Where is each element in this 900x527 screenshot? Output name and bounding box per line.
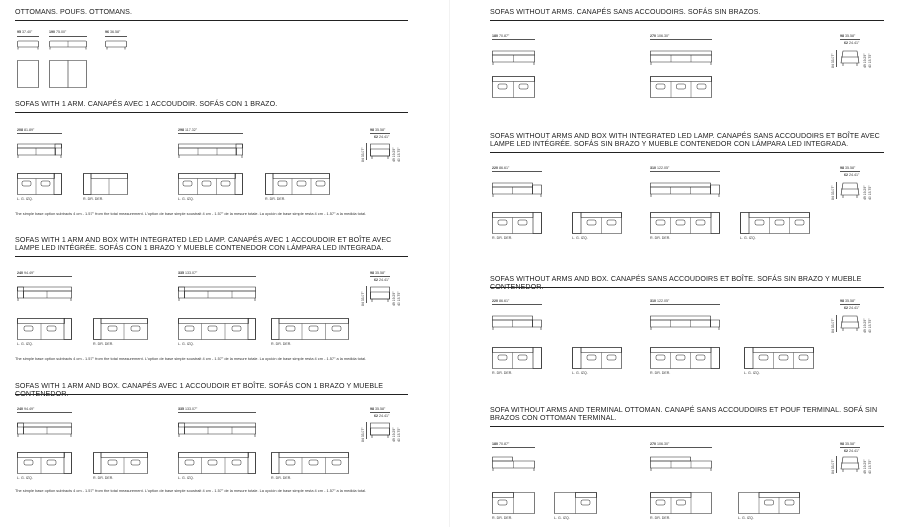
dim-line <box>492 171 542 172</box>
sofa-no-arms-box-small-front-drawing <box>492 315 542 331</box>
height-line <box>836 182 837 199</box>
section-title: SOFAS WITH 1 ARM. CANAPÉS AVEC 1 ACCOUDOIR. SOFÁS CON 1 BRAZO. <box>15 100 278 108</box>
sofa-no-arms-box-side-drawing <box>840 315 860 333</box>
height-arm: 49 19.29" <box>392 147 396 162</box>
sofa-terminal-large-front-drawing <box>650 456 712 472</box>
dim-line <box>17 276 72 277</box>
section-title: SOFAS WITH 1 ARM AND BOX WITH INTEGRATED LED LAMP. CANAPÉS AVEC 1 ACCOUDOIR ET BOÎTE AVEC LAMPE LED INTÉGRÉE. SOFÁS CON 1 BRAZO Y MUEBLE CONTENEDOR CON LÁMPARA LED INTEGRADA. <box>15 236 392 253</box>
sofa-no-arms-large-front-drawing <box>650 50 712 66</box>
section-title: SOFA WITHOUT ARMS AND TERMINAL OTTOMAN. CANAPÉ SANS ACCOUDOIRS ET POUF TERMINAL. SOFÁ SIN BRAZOS CON OTTOMAN TERMINAL. <box>490 406 878 423</box>
caption-left: L. G. IZQ. <box>738 516 754 520</box>
section-sofa-terminal-ottoman <box>490 406 884 524</box>
sofa-no-arms-small-front-drawing <box>492 50 535 66</box>
dim-ottoman-95: 95 37.40" <box>17 30 33 34</box>
dim-line <box>650 304 720 305</box>
dim-depth: 98 35.58" <box>370 271 386 275</box>
dim-line <box>650 171 720 172</box>
dim-line <box>178 412 256 413</box>
sofa-no-arms-large-top-drawing <box>650 76 712 98</box>
sofa-no-arms-side-drawing <box>840 50 860 68</box>
section-rule <box>15 20 408 21</box>
height-arm: 49 19.29" <box>392 427 396 442</box>
caption-right: R. DR. DER. <box>650 371 671 375</box>
caption-left: L. G. IZQ. <box>17 476 33 480</box>
section-ottomans <box>15 8 408 98</box>
caption-right: R. DR. DER. <box>265 197 286 201</box>
dim-line <box>840 304 860 305</box>
caption-right: R. DR. DER. <box>492 236 513 240</box>
dim-width-large: 335 133.07" <box>178 271 198 275</box>
height-arm: 49 19.29" <box>863 318 867 333</box>
caption-left: L. G. IZQ. <box>554 516 570 520</box>
dim-line <box>370 276 390 277</box>
section-title: SOFAS WITH 1 ARM AND BOX. CANAPÉS AVEC 1 ACCOUDOIR ET BOÎTE. SOFÁS CON 1 BRAZO Y MUEBLE CONTENEDOR. <box>15 382 384 399</box>
sofa-terminal-small-front-drawing <box>492 456 535 472</box>
height-seat: 40 15.75" <box>868 318 872 333</box>
dim-line <box>492 447 535 448</box>
dim-width-large: 310 122.05" <box>650 299 670 303</box>
caption-right: R. DR. DER. <box>83 197 104 201</box>
section-sofas-without-arms <box>490 8 884 128</box>
sofa-terminal-large-top-left <box>738 492 800 514</box>
dim-line <box>840 447 860 448</box>
dim-line <box>17 133 62 134</box>
caption-right: R. DR. DER. <box>650 516 671 520</box>
caption-right: R. DR. DER. <box>271 476 292 480</box>
height-arm: 49 19.29" <box>863 185 867 200</box>
sofa-box-large-top-left <box>178 452 256 474</box>
sofa-1-arm-small-front-drawing <box>17 143 62 159</box>
sofa-1-arm-large-front-drawing <box>178 143 243 159</box>
caption-left: L. G. IZQ. <box>572 236 588 240</box>
caption-left: L. G. IZQ. <box>17 342 33 346</box>
sofa-box-large-front-drawing <box>178 422 256 438</box>
height-seat: 40 15.75" <box>397 427 401 442</box>
sofa-no-arms-led-large-top-right <box>650 212 720 234</box>
caption-right: R. DR. DER. <box>93 342 114 346</box>
height-line <box>366 286 367 303</box>
dim-width-small: 180 70.87" <box>492 34 510 38</box>
sofa-box-side-drawing <box>370 422 390 440</box>
section-title: SOFAS WITHOUT ARMS AND BOX. CANAPÉS SANS ACCOUDOIRS ET BOÎTE. SOFÁS SIN BRAZO Y MUEBLE CONTENEDOR. <box>490 275 862 292</box>
caption-right: R. DR. DER. <box>492 371 513 375</box>
ottoman-large-top-drawing <box>49 60 87 88</box>
height-seat: 40 15.75" <box>868 459 872 474</box>
ottoman-large-front-drawing <box>49 40 87 50</box>
height-arm: 49 19.29" <box>863 459 867 474</box>
base-note: The simple base option subtracts 4 cm - 1.57" from the total measurement. L'option de base simple soustrait 4 cm - 1.57" de la mesure totale. La opción de base simple resta 4 cm - 1.57" a la medida total. <box>15 488 367 493</box>
ottoman-side-drawing <box>105 40 127 50</box>
dim-width-small: 240 94.49" <box>17 407 35 411</box>
height-seat: 40 15.75" <box>397 291 401 306</box>
height-total: 84 33.07" <box>831 53 835 68</box>
height-total: 84 33.07" <box>361 427 365 442</box>
dim-depth: 98 35.58" <box>840 34 856 38</box>
sofa-box-led-small-top-right <box>93 318 148 340</box>
dim-depth: 98 35.58" <box>840 166 856 170</box>
height-seat: 40 15.75" <box>868 185 872 200</box>
dim-line <box>178 133 243 134</box>
section-rule <box>15 112 408 113</box>
sofa-terminal-large-top-right <box>650 492 712 514</box>
caption-left: L. G. IZQ. <box>740 236 756 240</box>
sofa-no-arms-led-small-top-left <box>572 212 622 234</box>
sofa-1-arm-side-drawing <box>370 143 390 161</box>
sofa-box-small-top-left <box>17 452 72 474</box>
caption-left: L. G. IZQ. <box>17 197 33 201</box>
height-total: 84 33.07" <box>361 291 365 306</box>
dim-line <box>840 39 860 40</box>
section-sofas-1-arm <box>15 100 408 240</box>
base-note: The simple base option subtracts 4 cm - 1.57" from the total measurement. L'option de base simple soustrait 4 cm - 1.57" de la mesure totale. La opción de base simple resta 4 cm - 1.57" a la medida total. <box>15 356 367 361</box>
section-title: SOFAS WITHOUT ARMS. CANAPÉS SANS ACCOUDOIRS. SOFÁS SIN BRAZOS. <box>490 8 761 16</box>
column-gutter <box>449 0 450 527</box>
dim-depth: 98 35.58" <box>370 407 386 411</box>
dim-seat-depth: 62 24.41" <box>374 278 390 282</box>
dim-width-large: 298 117.32" <box>178 128 197 132</box>
dim-line <box>650 447 712 448</box>
dim-line <box>370 412 390 413</box>
sofa-terminal-side-drawing <box>840 456 860 474</box>
sofa-box-small-front-drawing <box>17 422 72 438</box>
sofa-box-led-small-front-drawing <box>17 286 72 302</box>
section-rule <box>490 20 884 21</box>
sofa-no-arms-led-small-top-right <box>492 212 542 234</box>
section-sofas-no-arms-box-led <box>490 132 884 272</box>
dim-depth: 98 35.58" <box>840 442 856 446</box>
dim-depth: 98 35.58" <box>370 128 386 132</box>
sofa-no-arms-led-small-front-drawing <box>492 182 542 198</box>
height-line <box>366 143 367 160</box>
dim-width-large: 310 122.05" <box>650 166 670 170</box>
dim-line <box>49 36 87 37</box>
dim-width-small: 180 70.87" <box>492 442 510 446</box>
dim-line <box>650 39 712 40</box>
caption-right: R. DR. DER. <box>492 516 513 520</box>
dim-line <box>17 36 39 37</box>
dim-width-large: 335 133.07" <box>178 407 198 411</box>
section-title: SOFAS WITHOUT ARMS AND BOX WITH INTEGRATED LED LAMP. CANAPÉS SANS ACCOUDOIRS ET BOÎTE AVEC LAMPE LED INTÉGRÉE. SOFÁS SIN BRAZO Y MUEBLE CONTENEDOR CON LÁMPARA LED INTEGRADA. <box>490 132 880 149</box>
sofa-no-arms-box-small-top-right <box>492 347 542 369</box>
height-line <box>836 50 837 67</box>
height-line <box>836 315 837 332</box>
dim-line <box>840 171 860 172</box>
sofa-no-arms-box-large-top-right <box>650 347 720 369</box>
dim-seat-depth: 62 24.41" <box>374 135 390 139</box>
dim-line <box>105 36 127 37</box>
sofa-no-arms-box-large-top-left <box>744 347 814 369</box>
sofa-box-led-side-drawing <box>370 286 390 304</box>
section-rule <box>490 287 884 288</box>
dim-width-small: 240 94.49" <box>17 271 35 275</box>
dim-line <box>17 412 72 413</box>
height-total: 84 33.07" <box>831 318 835 333</box>
sofa-1-arm-small-top-left <box>17 173 62 195</box>
dim-seat-depth: 62 24.41" <box>844 173 860 177</box>
sofa-box-led-large-front-drawing <box>178 286 256 302</box>
dim-seat-depth: 62 24.41" <box>844 41 860 45</box>
height-total: 84 33.07" <box>361 147 365 162</box>
height-line <box>366 422 367 439</box>
sofa-1-arm-large-top-right <box>265 173 330 195</box>
dim-depth: 98 35.58" <box>840 299 856 303</box>
sofa-box-led-large-top-left <box>178 318 256 340</box>
sofa-no-arms-led-side-drawing <box>840 182 860 200</box>
base-note: The simple base option subtracts 4 cm - 1.57" from the total measurement. L'option de base simple soustrait 4 cm - 1.57" de la mesure totale. La opción de base simple resta 4 cm - 1.57" a la medida total. <box>15 211 367 216</box>
caption-right: R. DR. DER. <box>271 342 292 346</box>
dim-seat-depth: 62 24.41" <box>374 414 390 418</box>
sofa-no-arms-led-large-top-left <box>740 212 810 234</box>
caption-left: L. G. IZQ. <box>572 371 588 375</box>
ottoman-small-front-drawing <box>17 40 39 50</box>
caption-left: L. G. IZQ. <box>178 342 194 346</box>
caption-left: L. G. IZQ. <box>178 197 194 201</box>
height-total: 84 33.07" <box>831 459 835 474</box>
height-seat: 40 15.75" <box>397 147 401 162</box>
dim-ottoman-190: 190 75.00" <box>49 30 67 34</box>
section-rule <box>15 394 408 395</box>
dim-width-small: 220 86.61" <box>492 166 510 170</box>
dim-line <box>370 133 390 134</box>
section-sofas-1-arm-box-led <box>15 236 408 376</box>
sofa-no-arms-box-small-top-left <box>572 347 622 369</box>
dim-line <box>178 276 256 277</box>
sofa-no-arms-small-top-drawing <box>492 76 535 98</box>
section-title: OTTOMANS. POUFS. OTTOMANS. <box>15 8 133 16</box>
dim-width-small: 208 81.89" <box>17 128 35 132</box>
sofa-no-arms-box-large-front-drawing <box>650 315 720 331</box>
caption-right: R. DR. DER. <box>650 236 671 240</box>
sofa-terminal-small-top-left <box>554 492 597 514</box>
dim-ottoman-96: 96 36.58" <box>105 30 121 34</box>
sofa-box-led-large-top-right <box>271 318 349 340</box>
caption-right: R. DR. DER. <box>93 476 114 480</box>
sofa-terminal-small-top-right <box>492 492 535 514</box>
height-line <box>836 456 837 473</box>
dim-width-large: 270 106.30" <box>650 34 670 38</box>
left-column <box>15 0 408 527</box>
dim-width-small: 220 86.61" <box>492 299 510 303</box>
section-rule <box>490 426 884 427</box>
dim-width-large: 270 106.30" <box>650 442 670 446</box>
sofa-no-arms-led-large-front-drawing <box>650 182 720 198</box>
height-total: 84 33.07" <box>831 185 835 200</box>
right-column <box>490 0 884 527</box>
dim-line <box>492 39 535 40</box>
ottoman-small-top-drawing <box>17 60 39 88</box>
sofa-box-led-small-top-left <box>17 318 72 340</box>
section-sofas-no-arms-box <box>490 275 884 395</box>
sofa-1-arm-small-top-right <box>83 173 128 195</box>
height-arm: 49 19.29" <box>392 291 396 306</box>
dim-seat-depth: 62 24.41" <box>844 449 860 453</box>
section-rule <box>490 152 884 153</box>
caption-left: L. G. IZQ. <box>744 371 760 375</box>
dim-line <box>492 304 542 305</box>
height-arm: 49 19.29" <box>863 53 867 68</box>
section-rule <box>15 256 408 257</box>
sofa-1-arm-large-top-left <box>178 173 243 195</box>
height-seat: 40 15.75" <box>868 53 872 68</box>
caption-left: L. G. IZQ. <box>178 476 194 480</box>
dim-seat-depth: 62 24.41" <box>844 306 860 310</box>
sofa-box-small-top-right <box>93 452 148 474</box>
section-sofas-1-arm-box <box>15 382 408 522</box>
sofa-box-large-top-right <box>271 452 349 474</box>
